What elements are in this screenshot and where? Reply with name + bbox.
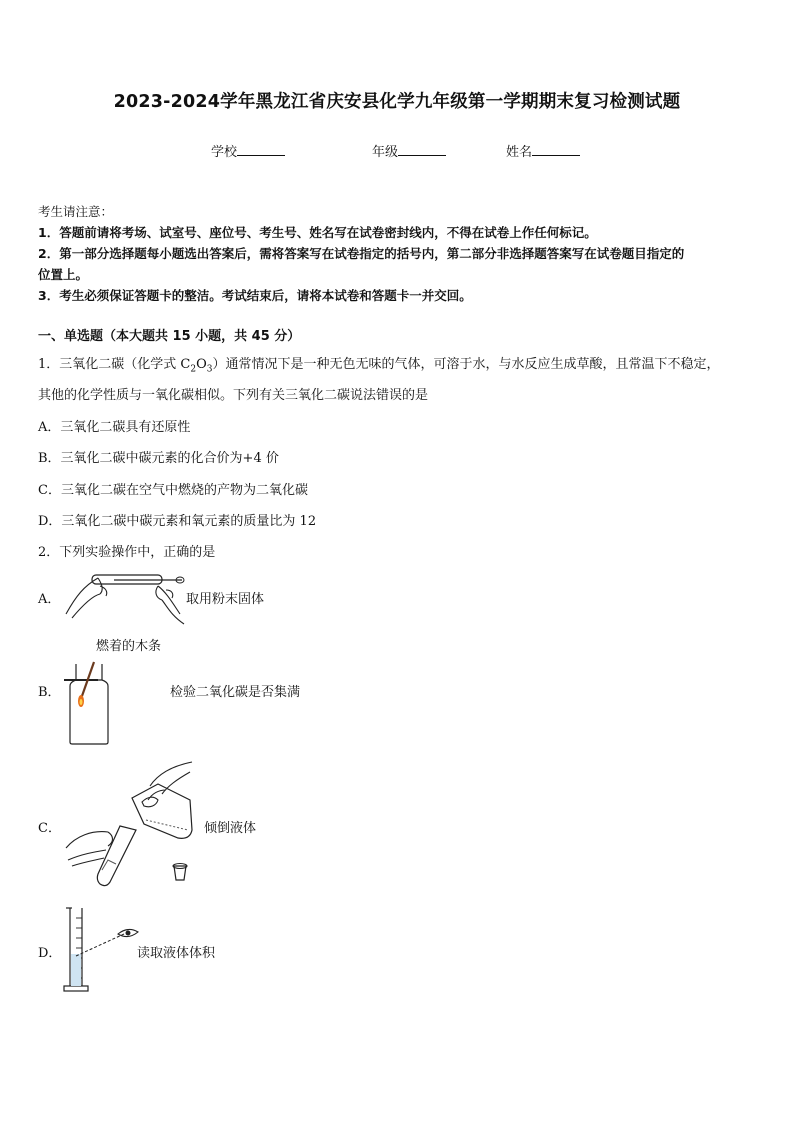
school-label: 学校: [211, 145, 238, 160]
notice-item-1: 1．答题前请将考场、试室号、座位号、考生号、姓名写在试卷密封线内，不得在试卷上作任何标记。: [38, 225, 597, 240]
question-2-stem: 2．下列实验操作中，正确的是: [38, 545, 216, 560]
q1-option-a[interactable]: A．三氧化二碳具有还原性: [38, 420, 191, 435]
name-label: 姓名: [506, 145, 533, 160]
gas-bottle-illustration: [62, 658, 114, 748]
grade-blank[interactable]: [398, 143, 446, 156]
question-1-line-2: 其他的化学性质与一氧化碳相似。下列有关三氧化二碳说法错误的是: [38, 388, 429, 403]
grade-field[interactable]: [372, 141, 446, 160]
q2-option-c-letter[interactable]: C．: [38, 821, 61, 836]
q2-option-b-letter[interactable]: B．: [38, 685, 61, 700]
powder-sampling-illustration: [62, 566, 187, 626]
section-title: 一、单选题（本大题共 15 小题，共 45 分）: [38, 329, 301, 344]
grade-label: 年级: [372, 145, 399, 160]
notice-item-2-cont: 位置上。: [38, 267, 89, 282]
q1-text-b: ）通常情况下是一种无色无味的气体，可溶于水，与水反应生成草酸，且常温下不稳定，: [212, 357, 720, 372]
name-blank[interactable]: [532, 143, 580, 156]
notice-heading: 考生请注意：: [38, 204, 114, 219]
graduated-cylinder-illustration: [62, 904, 142, 996]
notice-item-2: 2．第一部分选择题每小题选出答案后，需将答案写在试卷指定的括号内，第二部分非选择题答案写在试卷题目指定的: [38, 246, 685, 261]
q2-option-b-caption: 检验二氧化碳是否集满: [170, 685, 301, 700]
q1-option-c[interactable]: C．三氧化二碳在空气中燃烧的产物为二氧化碳: [38, 483, 308, 498]
school-blank[interactable]: [237, 143, 285, 156]
q2-option-a-caption: 取用粉末固体: [186, 592, 265, 607]
notice-item-3: 3．考生必须保证答题卡的整洁。考试结束后，请将本试卷和答题卡一并交回。: [38, 288, 472, 303]
page-title: 2023-2024学年黑龙江省庆安县化学九年级第一学期期末复习检测试题: [113, 92, 681, 112]
q1-sub-2: 2: [190, 364, 197, 375]
q2-option-a-letter[interactable]: A．: [38, 592, 61, 607]
name-field[interactable]: [506, 141, 580, 160]
pour-liquid-illustration: [62, 760, 212, 890]
q1-text-a: 1．三氧化二碳（化学式 C: [38, 357, 191, 372]
q1-option-d[interactable]: D．三氧化二碳中碳元素和氧元素的质量比为 12: [38, 514, 317, 529]
question-1-line-1: [38, 353, 720, 375]
q2-option-c-caption: 倾倒液体: [204, 821, 257, 836]
notice: [38, 201, 758, 306]
school-field[interactable]: [211, 141, 285, 160]
q1-text-o: O: [196, 357, 207, 372]
q1-option-b[interactable]: B．三氧化二碳中碳元素的化合价为+4 价: [38, 451, 279, 466]
q2-option-d-caption: 读取液体体积: [137, 946, 216, 961]
q1-sub-3: 3: [206, 364, 213, 375]
q2-option-b-top-caption: 燃着的木条: [96, 639, 162, 654]
q2-option-d-letter[interactable]: D．: [38, 946, 62, 961]
